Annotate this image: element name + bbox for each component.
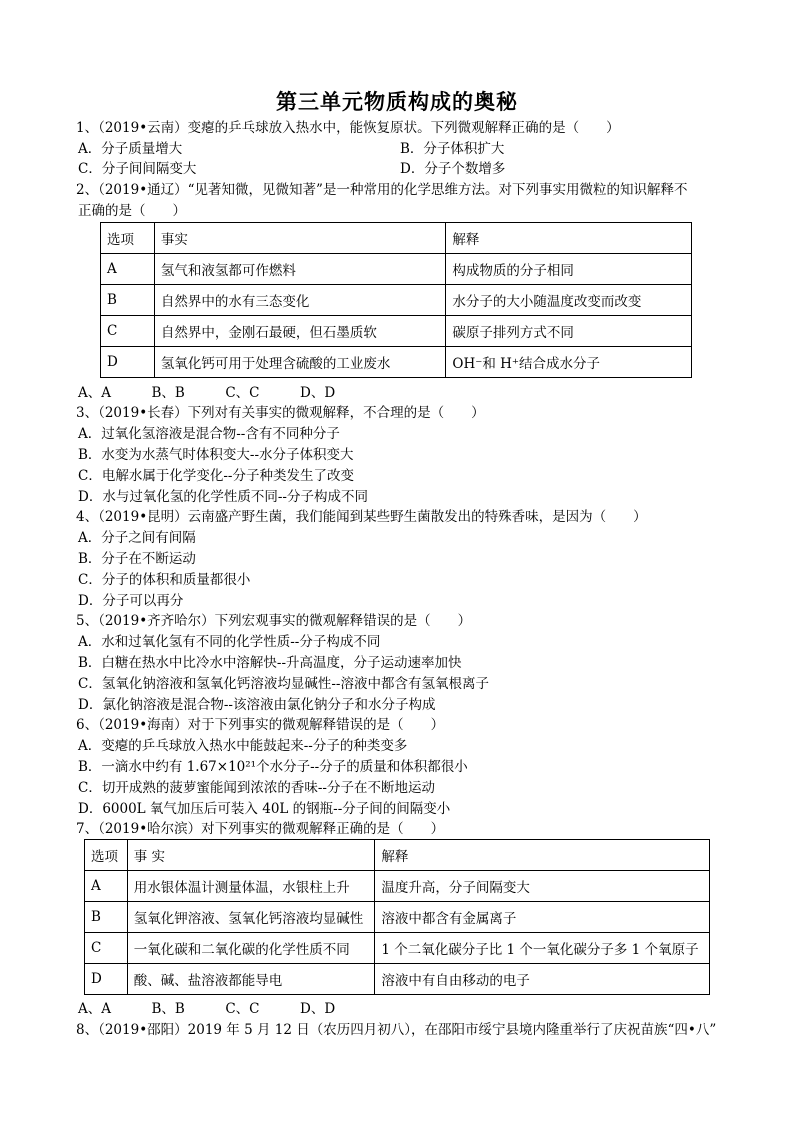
q5-option-b: B．白糖在热水中比冷水中溶解快--升高温度，分子运动速率加快 (78, 655, 462, 671)
table-cell: D (101, 347, 155, 378)
q1-option-c: C．分子间间隔变大 (78, 161, 197, 177)
q4-option-a: A．分子之间有间隔 (78, 530, 196, 546)
q5-option-d: D．氯化钠溶液是混合物--该溶液由氯化钠分子和水分子构成 (78, 697, 436, 713)
table-cell: 自然界中，金刚石最硬，但石墨质软 (154, 316, 446, 347)
table-row (85, 964, 710, 995)
page-title: 第三单元物质构成的奥秘 (276, 89, 518, 114)
table-cell: C (101, 316, 155, 347)
table-cell: 温度升高，分子间隔变大 (375, 871, 710, 902)
table-cell: D (85, 964, 128, 995)
q4-option-c: C．分子的体积和质量都很小 (78, 572, 251, 588)
q1-option-d: D．分子个数增多 (400, 161, 506, 177)
table-row (85, 933, 710, 964)
question-8-stem: 8、（2019•邵阳）2019 年 5 月 12 日（农历四月初八），在邵阳市绥宁县境内隆重举行了庆祝苗族“四•八” (76, 1022, 717, 1038)
q1-option-b: B．分子体积扩大 (400, 141, 505, 157)
table-cell: 自然界中的水有三态变化 (154, 285, 446, 316)
q7-answer-choices: A、A B、B C、C D、D (78, 1001, 336, 1017)
q5-option-c: C．氢氧化钠溶液和氢氧化钙溶液均显碱性--溶液中都含有氢氧根离子 (78, 676, 489, 692)
table-header-cell: 解释 (446, 223, 692, 254)
table-cell: 溶液中都含有金属离子 (375, 902, 710, 933)
question-2-stem-line1: 2、（2019•通辽）“见著知微，见微知著”是一种常用的化学思维方法。对下列事实用微粒的知识解释不 (76, 182, 688, 198)
table-cell: B (85, 902, 128, 933)
table-row (101, 285, 692, 316)
q1-option-a: A．分子质量增大 (78, 141, 183, 157)
q3-option-d: D．水与过氧化氢的化学性质不同--分子构成不同 (78, 489, 368, 505)
table-cell: A (101, 254, 155, 285)
table-cell: 一氧化碳和二氧化碳的化学性质不同 (127, 933, 375, 964)
question-3-stem: 3、（2019•长春）下列对有关事实的微观解释，不合理的是（ ） (76, 405, 485, 421)
table-header-cell: 选项 (85, 840, 128, 871)
table-row (101, 316, 692, 347)
table-cell: 氢氧化钾溶液、氢氧化钙溶液均显碱性 (127, 902, 375, 933)
question-1-stem: 1、（2019•云南）变瘪的乒乓球放入热水中，能恢复原状。下列微观解释正确的是（ ） (76, 120, 620, 136)
table-row (85, 902, 710, 933)
table-cell: 溶液中有自由移动的电子 (375, 964, 710, 995)
table-cell: 1 个二氧化碳分子比 1 个一氧化碳分子多 1 个氧原子 (375, 933, 710, 964)
q4-option-b: B．分子在不断运动 (78, 551, 196, 567)
table-cell: 酸、碱、盐溶液都能导电 (127, 964, 375, 995)
question-7-stem: 7、（2019•哈尔滨）对下列事实的微观解释正确的是（ ） (76, 821, 445, 837)
table-cell: C (85, 933, 128, 964)
table-header-cell: 选项 (101, 223, 155, 254)
q6-option-c: C．切开成熟的菠萝蜜能闻到浓浓的香味--分子在不断地运动 (78, 780, 435, 796)
q3-option-a: A．过氧化氢溶液是混合物--含有不同种分子 (78, 426, 340, 442)
table-cell: 构成物质的分子相同 (446, 254, 692, 285)
question-5-stem: 5、（2019•齐齐哈尔）下列宏观事实的微观解释错误的是（ ） (76, 613, 472, 629)
q6-option-a: A．变瘪的乒乓球放入热水中能鼓起来--分子的种类变多 (78, 738, 408, 754)
table-cell: A (85, 871, 128, 902)
table-header-cell: 事实 (154, 223, 446, 254)
q2-answer-choices: A、A B、B C、C D、D (78, 385, 336, 401)
q6-option-d: D．6000L 氧气加压后可装入 40L 的钢瓶--分子间的间隔变小 (78, 801, 451, 817)
table-cell: 氢氧化钙可用于处理含硫酸的工业废水 (154, 347, 446, 378)
question-2-stem-line2: 正确的是（ ） (78, 203, 186, 219)
q2-table (100, 222, 692, 378)
q3-option-c: C．电解水属于化学变化--分子种类发生了改变 (78, 468, 354, 484)
table-cell: OH⁻和 H⁺结合成水分子 (446, 347, 692, 378)
table-cell: B (101, 285, 155, 316)
table-row (101, 347, 692, 378)
table-header-row (85, 840, 710, 871)
table-header-row (101, 223, 692, 254)
q4-option-d: D．分子可以再分 (78, 593, 184, 609)
table-header-cell: 事 实 (127, 840, 375, 871)
q7-table (84, 839, 710, 995)
table-cell: 碳原子排列方式不同 (446, 316, 692, 347)
table-header-cell: 解释 (375, 840, 710, 871)
question-6-stem: 6、（2019•海南）对于下列事实的微观解释错误的是（ ） (76, 717, 445, 733)
q6-option-b: B．一滴水中约有 1.67×10²¹个水分子--分子的质量和体积都很小 (78, 759, 468, 775)
question-4-stem: 4、（2019•昆明）云南盛产野生菌，我们能闻到某些野生菌散发出的特殊香味，是因为（ ） (76, 509, 647, 525)
table-cell: 用水银体温计测量体温，水银柱上升 (127, 871, 375, 902)
table-row (101, 254, 692, 285)
q3-option-b: B．水变为水蒸气时体积变大--水分子体积变大 (78, 447, 354, 463)
table-cell: 水分子的大小随温度改变而改变 (446, 285, 692, 316)
table-cell: 氢气和液氢都可作燃料 (154, 254, 446, 285)
table-row (85, 871, 710, 902)
q5-option-a: A．水和过氧化氢有不同的化学性质--分子构成不同 (78, 634, 381, 650)
